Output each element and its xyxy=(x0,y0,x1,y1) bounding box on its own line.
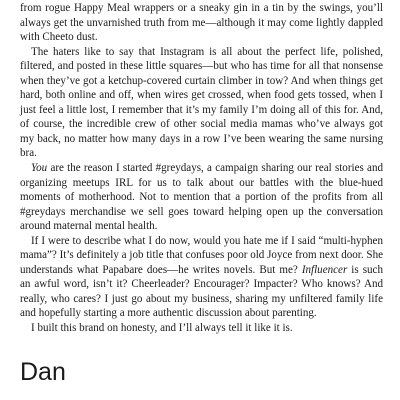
chapter-heading: Dan xyxy=(20,358,66,386)
text-run: If I were to describe what I do now, would you hate me if I said “multi-hyphen mama”? It’s definitely a job title that confuses poor old Joyce from next door. She understands what Papabare does—he writes novels. But me? xyxy=(20,234,383,276)
text-run: is such an awful word, isn’t it? Cheerleader? Encourager? Impacter? Who knows? And really, who cares? I just go about my business, sharing my unfiltered family life and hopefully starting a more authentic discussion about parenting. xyxy=(20,263,383,320)
body-text xyxy=(20,1,383,336)
emphasis-text: Influencer xyxy=(301,263,348,276)
text-run: I built this brand on honesty, and I’ll always tell it like it is. xyxy=(31,322,293,335)
text-run: are the reason I started #greydays, a campaign sharing our real stories and organizing meetups IRL for us to talk about our battles with the blue-hued moments of motherhood. Not to mention that a portion of the profits from all #greydays merchandise we sell goes toward helping open up the conversation around maternal mental health. xyxy=(20,162,383,233)
paragraph xyxy=(20,321,383,336)
paragraph xyxy=(20,1,383,45)
paragraph xyxy=(20,161,383,234)
paragraph xyxy=(20,234,383,321)
emphasis-text: You xyxy=(31,162,48,175)
text-run: from rogue Happy Meal wrappers or a sneaky gin in a tin by the swings, you’ll always get the unvarnished truth from me—although it may come lightly dappled with Cheeto dust. xyxy=(20,2,383,44)
text-run: The haters like to say that Instagram is all about the perfect life, polished, filtered, and posted in these little squares—but who has time for all that nonsense when they’ve got a ketchup-covered curtain climber in tow? And when things get hard, both online and off, when wires get crossed, when food gets tossed, when I just feel a little lost, I remember that it’s my family I’m doing all of this for. And, of course, the incredible crew of other social media mamas who’ve always got my back, no matter how many days in a row I’ve been wearing the same nursing bra. xyxy=(20,45,383,160)
paragraph xyxy=(20,45,383,161)
